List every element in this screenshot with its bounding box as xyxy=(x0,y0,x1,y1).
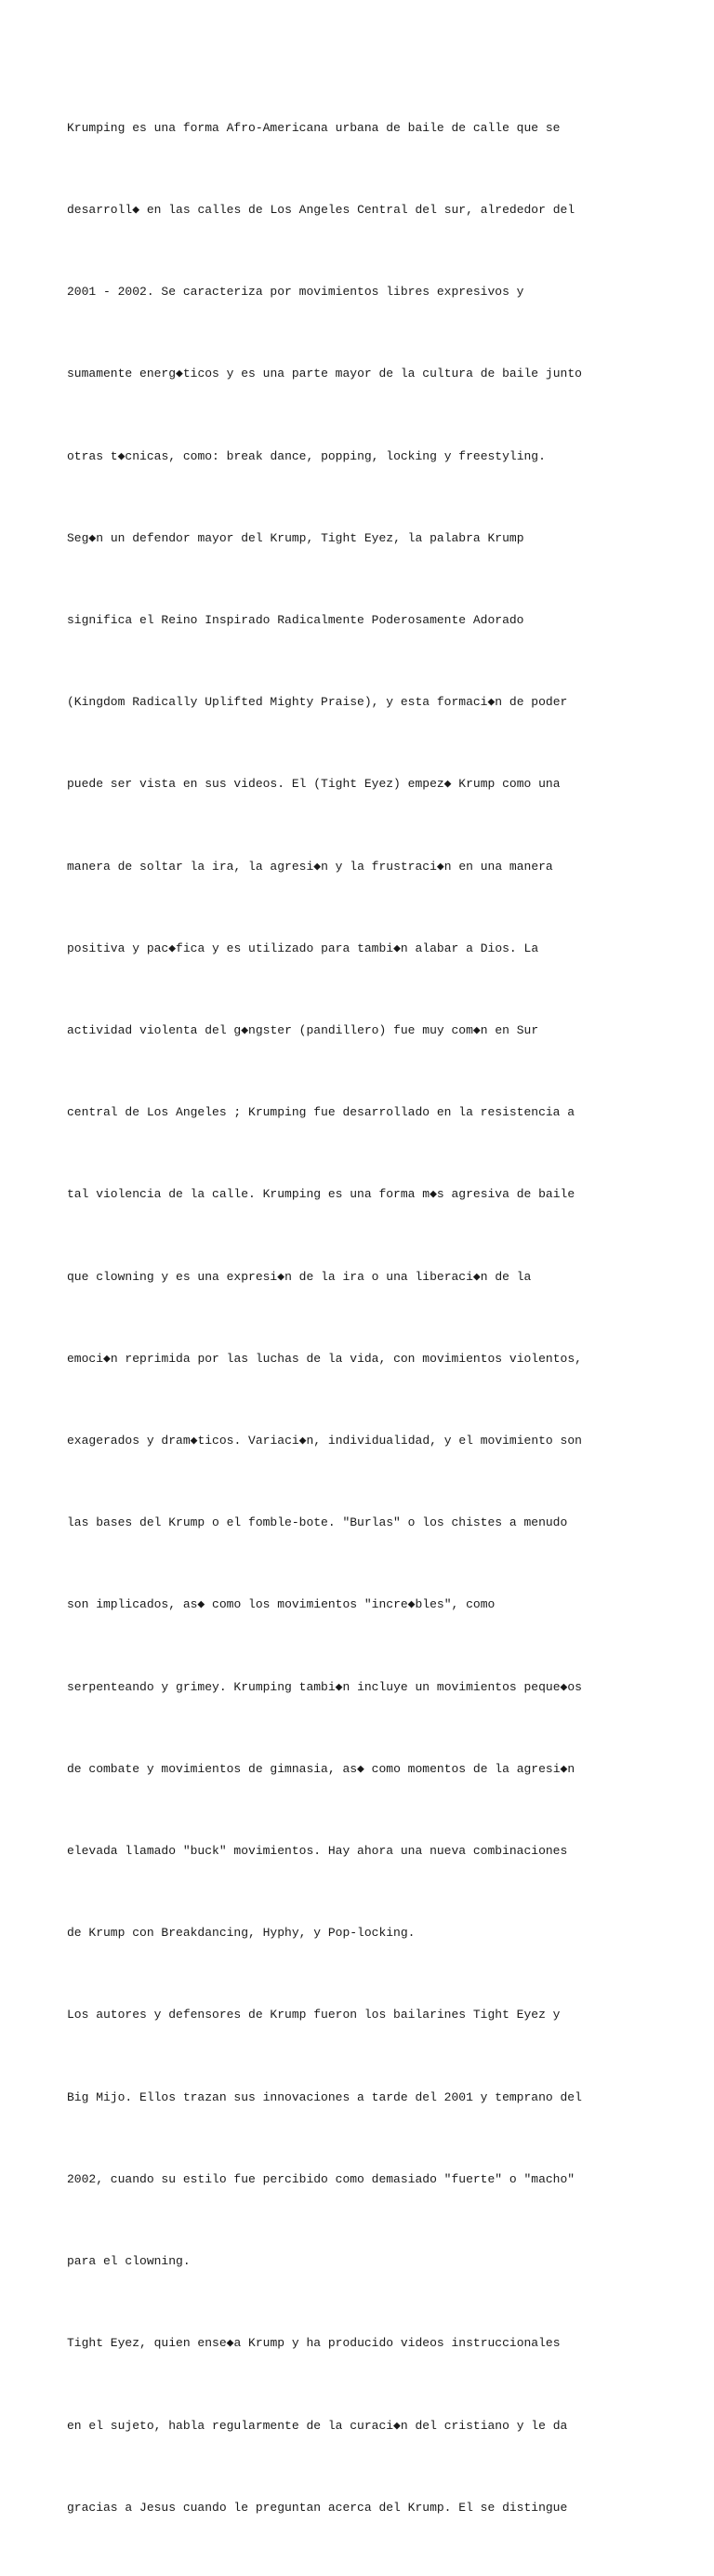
text-line: positiva y pac◆fica y es utilizado para tambi◆n alabar a Dios. La xyxy=(67,941,539,955)
text-line: serpenteando y grimey. Krumping tambi◆n incluye un movimientos peque◆os xyxy=(67,1679,582,1694)
text-line: emoci◆n reprimida por las luchas de la vida, con movimientos violentos, xyxy=(67,1351,582,1366)
text-line: manera de soltar la ira, la agresi◆n y la frustraci◆n en una manera xyxy=(67,859,553,874)
text-line: Tight Eyez, quien ense◆a Krump y ha producido videos instruccionales xyxy=(67,2336,561,2351)
text-line: son implicados, as◆ como los movimientos "incre◆bles", como xyxy=(67,1597,496,1612)
text-line: puede ser vista en sus videos. El (Tight Eyez) empez◆ Krump como una xyxy=(67,777,561,792)
text-line: actividad violenta del g◆ngster (pandillero) fue muy com◆n en Sur xyxy=(67,1023,539,1038)
text-line: 2001 - 2002. Se caracteriza por movimientos libres expresivos y xyxy=(67,285,524,300)
text-line: Los autores y defensores de Krump fueron los bailarines Tight Eyez y xyxy=(67,2008,561,2022)
text-line: las bases del Krump o el fomble-bote. "Burlas" o los chistes a menudo xyxy=(67,1515,568,1530)
text-line: exagerados y dram◆ticos. Variaci◆n, individualidad, y el movimiento son xyxy=(67,1434,582,1448)
text-line: central de Los Angeles ; Krumping fue desarrollado en la resistencia a xyxy=(67,1105,575,1120)
text-line: otras t◆cnicas, como: break dance, popping, locking y freestyling. xyxy=(67,448,546,463)
text-line: en el sujeto, habla regularmente de la curaci◆n del cristiano y le da xyxy=(67,2418,568,2433)
text-line: de Krump con Breakdancing, Hyphy, y Pop-locking. xyxy=(67,1926,416,1941)
text-line: 2002, cuando su estilo fue percibido como demasiado "fuerte" o "macho" xyxy=(67,2171,575,2186)
text-line: (Kingdom Radically Uplifted Mighty Praise), y esta formaci◆n de poder xyxy=(67,695,568,710)
text-line: de combate y movimientos de gimnasia, as◆ como momentos de la agresi◆n xyxy=(67,1761,575,1776)
text-line: significa el Reino Inspirado Radicalmente Poderosamente Adorado xyxy=(67,613,524,628)
text-line: Krumping es una forma Afro-Americana urbana de baile de calle que se xyxy=(67,120,561,135)
text-line: para el clowning. xyxy=(67,2254,191,2269)
document-body-text xyxy=(67,60,671,2576)
text-line: que clowning y es una expresi◆n de la ira o una liberaci◆n de la xyxy=(67,1269,532,1284)
text-line: gracias a Jesus cuando le preguntan acerca del Krump. El se distingue xyxy=(67,2500,568,2515)
text-line: Big Mijo. Ellos trazan sus innovaciones a tarde del 2001 y temprano del xyxy=(67,2089,582,2104)
text-line: desarroll◆ en las calles de Los Angeles Central del sur, alrededor del xyxy=(67,203,575,218)
text-line: tal violencia de la calle. Krumping es una forma m◆s agresiva de baile xyxy=(67,1187,575,1202)
text-line: elevada llamado "buck" movimientos. Hay ahora una nueva combinaciones xyxy=(67,1844,568,1859)
text-line: sumamente energ◆ticos y es una parte mayor de la cultura de baile junto xyxy=(67,367,582,381)
text-line: Seg◆n un defendor mayor del Krump, Tight Eyez, la palabra Krump xyxy=(67,530,524,545)
